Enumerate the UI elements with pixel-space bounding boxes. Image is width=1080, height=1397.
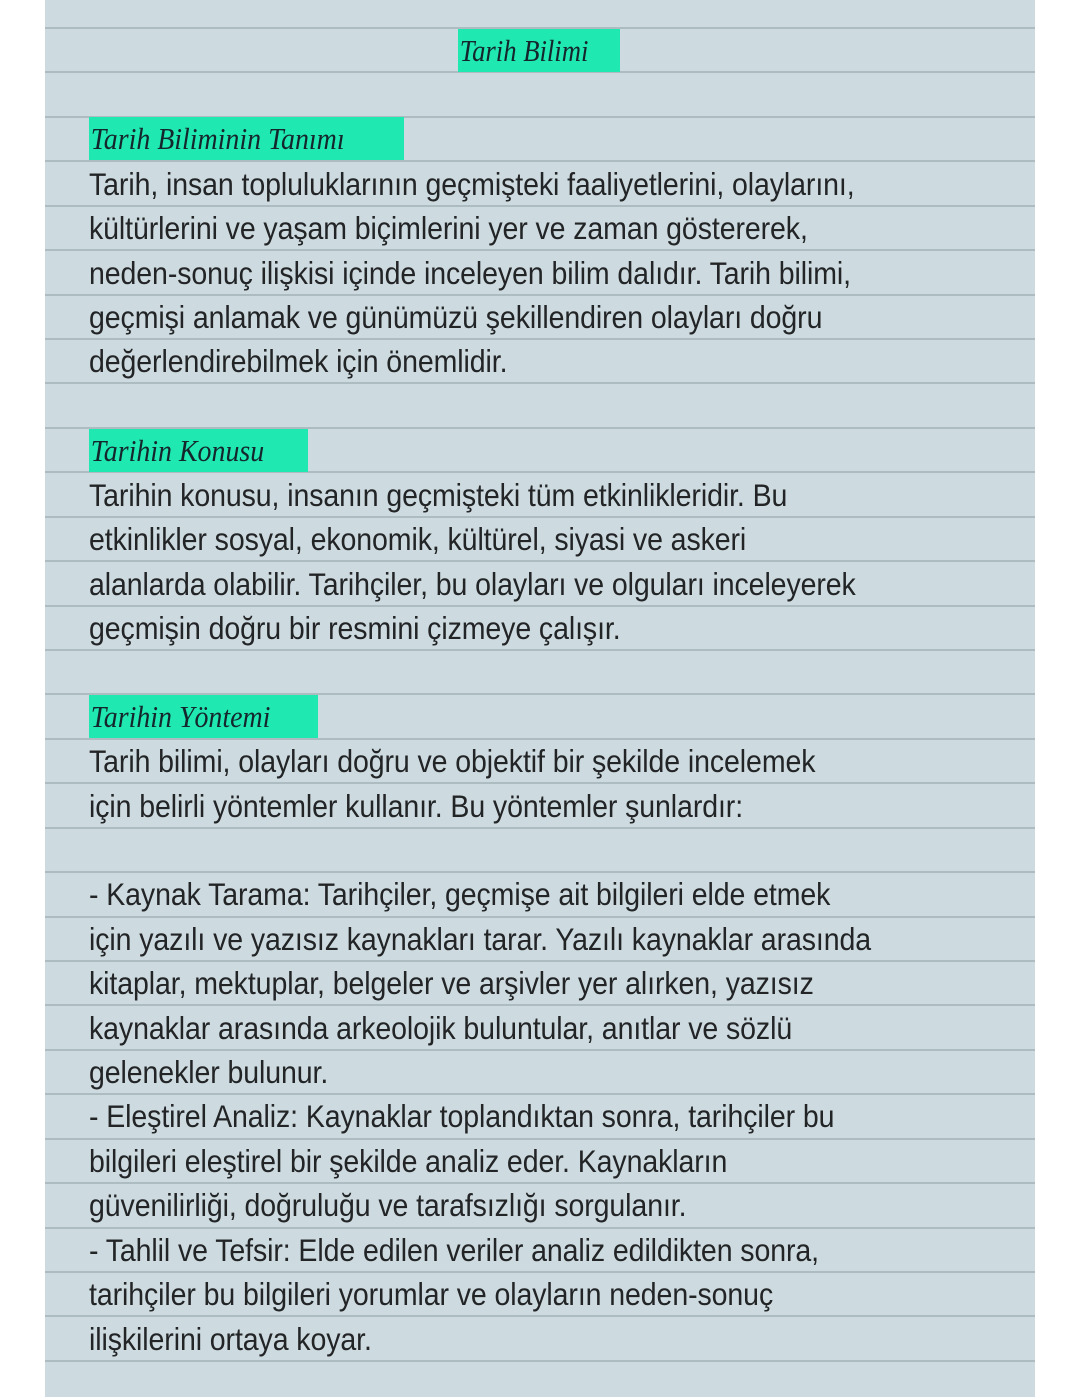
section-heading-text: Tarih Biliminin Tanımı [90,121,345,156]
method-tahlil-tefsir-line: ilişkilerini ortaya koyar. [89,1321,372,1357]
paragraph-line: geçmişi anlamak ve günümüzü şekillendiren olayları doğru [89,299,823,335]
page-title-text: Tarih Bilimi [459,33,589,68]
method-kaynak-tarama-line: için yazılı ve yazısız kaynakları tarar. Yazılı kaynaklar arasında [89,921,872,957]
method-kaynak-tarama-line: - Kaynak Tarama: Tarihçiler, geçmişe ait bilgileri elde etmek [89,876,831,912]
method-elestirel-analiz-line: güvenilirliği, doğruluğu ve tarafsızlığı sorgulanır. [89,1187,687,1223]
paragraph-line: etkinlikler sosyal, ekonomik, kültürel, siyasi ve askeri [89,521,747,557]
paragraph-line: geçmişin doğru bir resmini çizmeye çalışır. [89,610,621,646]
paragraph-line: Tarihin konusu, insanın geçmişteki tüm etkinlikleridir. Bu [89,477,788,513]
paragraph-line: değerlendirebilmek için önemlidir. [89,343,508,379]
method-kaynak-tarama-line: kitaplar, mektuplar, belgeler ve arşivler yer alırken, yazısız [89,965,814,1001]
paragraph-line: alanlarda olabilir. Tarihçiler, bu olayları ve olguları inceleyerek [89,566,856,602]
paragraph-line: neden-sonuç ilişkisi içinde inceleyen bilim dalıdır. Tarih bilimi, [89,255,851,291]
page-title [458,29,620,72]
method-tahlil-tefsir-line: - Tahlil ve Tefsir: Elde edilen veriler analiz edildikten sonra, [89,1232,819,1268]
method-elestirel-analiz-line: bilgileri eleştirel bir şekilde analiz eder. Kaynakların [89,1143,728,1179]
section-heading-text: Tarihin Konusu [90,433,265,468]
paragraph-line: Tarih, insan topluluklarının geçmişteki faaliyetlerini, olaylarını, [89,166,855,202]
method-kaynak-tarama-line: kaynaklar arasında arkeolojik buluntular, anıtlar ve sözlü [89,1010,793,1046]
section-heading-text: Tarihin Yöntemi [90,699,271,734]
section-heading-yontem [89,695,318,738]
method-tahlil-tefsir-line: tarihçiler bu bilgileri yorumlar ve olayların neden-sonuç [89,1276,774,1312]
paragraph-line: Tarih bilimi, olayları doğru ve objektif bir şekilde incelemek [89,743,816,779]
method-kaynak-tarama-line: gelenekler bulunur. [89,1054,329,1090]
section-heading-tanim [89,117,404,160]
method-elestirel-analiz-line: - Eleştirel Analiz: Kaynaklar toplandıktan sonra, tarihçiler bu [89,1098,835,1134]
section-heading-konu [89,429,308,472]
paragraph-line: kültürlerini ve yaşam biçimlerini yer ve zaman göstererek, [89,210,808,246]
paragraph-line: için belirli yöntemler kullanır. Bu yöntemler şunlardır: [89,788,744,824]
